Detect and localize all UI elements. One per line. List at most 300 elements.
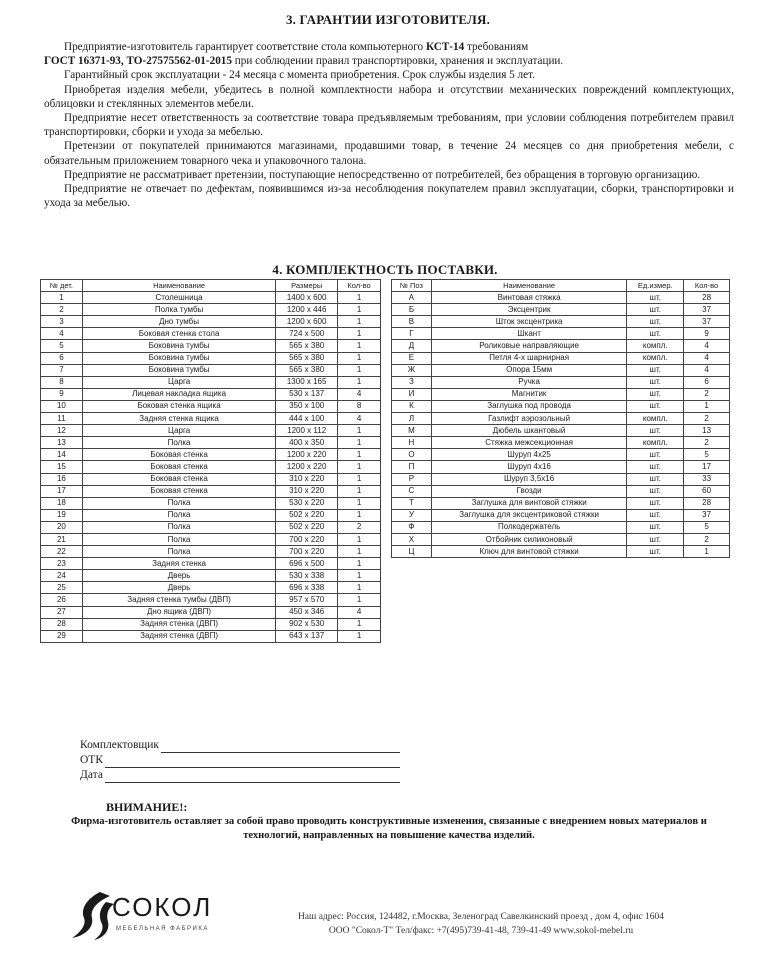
packer-line (161, 742, 400, 753)
table-cell: Дверь (82, 582, 275, 594)
table-cell: Роликовые направляющие (431, 340, 626, 352)
parts-row (41, 304, 381, 316)
table-cell: компл. (627, 413, 684, 425)
otk-row (80, 753, 400, 768)
table-cell: 1 (338, 304, 381, 316)
p1-gost: ГОСТ 16371-93, ТО-27575562-01-2015 (44, 55, 232, 68)
col-header: Ед.измер. (627, 280, 684, 292)
table-cell: Полка (82, 509, 275, 521)
parts-row (41, 461, 381, 473)
parts-row (41, 594, 381, 606)
table-cell: Магнитик (431, 388, 626, 400)
table-cell: 6 (41, 352, 83, 364)
table-cell: Шкант (431, 328, 626, 340)
date-row (80, 768, 400, 783)
table-cell: Дно ящика (ДВП) (82, 606, 275, 618)
table-cell: 4 (41, 328, 83, 340)
table-cell: 1 (338, 558, 381, 570)
table-cell: шт. (627, 546, 684, 558)
table-cell: Задняя стенка (ДВП) (82, 618, 275, 630)
parts-row (41, 497, 381, 509)
fittings-row (392, 364, 730, 376)
parts-row (41, 437, 381, 449)
table-cell: Х (392, 533, 432, 545)
table-cell: 1200 х 220 (276, 461, 338, 473)
table-cell: Б (392, 304, 432, 316)
parts-row (41, 546, 381, 558)
date-label: Дата (80, 769, 103, 781)
table-cell: 8 (338, 400, 381, 412)
fittings-row (392, 304, 730, 316)
table-cell: 1 (338, 582, 381, 594)
table-cell: Столешница (82, 292, 275, 304)
attention-text: Фирма-изготовитель оставляет за собой право проводить конструктивные изменения, связанные с внедрением новых материалов и технологий, направленных на повышение качества изделий. (71, 816, 707, 841)
table-cell: Боковая стенка ящика (82, 400, 275, 412)
table-cell: 2 (684, 437, 730, 449)
parts-row (41, 509, 381, 521)
table-cell: 5 (684, 449, 730, 461)
table-cell: 1200 х 600 (276, 316, 338, 328)
fittings-row (392, 425, 730, 437)
table-cell: Заглушка для винтовой стяжки (431, 497, 626, 509)
parts-row (41, 570, 381, 582)
col-header: Размеры (276, 280, 338, 292)
table-cell: шт. (627, 533, 684, 545)
table-cell: Отбойник силиконовый (431, 533, 626, 545)
table-cell: 1 (41, 292, 83, 304)
fittings-row (392, 449, 730, 461)
table-cell: 1 (338, 473, 381, 485)
table-cell: 565 х 380 (276, 352, 338, 364)
parts-row (41, 328, 381, 340)
table-cell: 1 (338, 364, 381, 376)
otk-line (105, 757, 400, 768)
parts-row (41, 618, 381, 630)
table-cell: Полка (82, 546, 275, 558)
parts-row (41, 533, 381, 545)
table-cell: 1200 х 220 (276, 449, 338, 461)
table-cell: 17 (41, 485, 83, 497)
table-cell: Задняя стенка ящика (82, 413, 275, 425)
table-cell: Полкодержатель (431, 521, 626, 533)
fittings-row (392, 376, 730, 388)
table-cell: 1 (338, 292, 381, 304)
table-cell: Дверь (82, 570, 275, 582)
p1-model: КСТ-14 (425, 41, 465, 53)
table-cell: 643 х 137 (276, 630, 338, 642)
table-cell: Д (392, 340, 432, 352)
table-cell: 28 (41, 618, 83, 630)
table-cell: 23 (41, 558, 83, 570)
col-header: № Поз (392, 280, 432, 292)
table-cell: 4 (684, 340, 730, 352)
table-cell: 37 (684, 304, 730, 316)
table-cell: 60 (684, 485, 730, 497)
table-cell: 5 (684, 521, 730, 533)
col-header: № дет. (41, 280, 83, 292)
table-cell: Царга (82, 376, 275, 388)
table-cell: Боковая стенка стола (82, 328, 275, 340)
parts-row (41, 485, 381, 497)
table-cell: 2 (684, 533, 730, 545)
table-cell: О (392, 449, 432, 461)
warranty-paragraph-6: Предприятие не рассматривает претензии, поступающие непосредственно от потребителей, без обращения в торговую организацию. (64, 168, 701, 181)
packer-label: Комплектовщик (80, 739, 159, 751)
table-cell: 502 х 220 (276, 509, 338, 521)
table-cell: К (392, 400, 432, 412)
table-cell: шт. (627, 485, 684, 497)
p1-start: Предприятие-изготовитель гарантирует соответствие стола компьютерного (64, 41, 424, 53)
parts-row (41, 340, 381, 352)
table-cell: 700 х 220 (276, 533, 338, 545)
table-cell: 17 (684, 461, 730, 473)
otk-label: ОТК (80, 754, 103, 766)
table-cell: Боковая стенка (82, 473, 275, 485)
parts-row (41, 425, 381, 437)
table-cell: Г (392, 328, 432, 340)
table-cell: 21 (41, 533, 83, 545)
table-cell: Ж (392, 364, 432, 376)
table-cell: 957 х 570 (276, 594, 338, 606)
table-cell: компл. (627, 340, 684, 352)
table-cell: Полка тумбы (82, 304, 275, 316)
table-cell: А (392, 292, 432, 304)
table-cell: шт. (627, 304, 684, 316)
fittings-row (392, 521, 730, 533)
table-cell: 310 х 220 (276, 485, 338, 497)
table-cell: Боковина тумбы (82, 340, 275, 352)
parts-table (40, 279, 381, 643)
table-cell: 1 (338, 461, 381, 473)
table-cell: Полка (82, 437, 275, 449)
table-cell: Опора 15мм (431, 364, 626, 376)
fittings-row (392, 388, 730, 400)
table-cell: Полка (82, 533, 275, 545)
col-header: Наименование (431, 280, 626, 292)
table-cell: 37 (684, 509, 730, 521)
fittings-row (392, 546, 730, 558)
parts-row (41, 388, 381, 400)
warranty-paragraph-1 (44, 40, 734, 68)
table-cell: Заглушка под провода (431, 400, 626, 412)
address-line: Наш адрес: Россия, 124482, г.Москва, Зеленоград Савелкинский проезд , дом 4, офис 1604 (297, 912, 665, 922)
table-cell: У (392, 509, 432, 521)
signature-block (80, 738, 400, 783)
table-cell: 502 х 220 (276, 521, 338, 533)
table-cell: 7 (41, 364, 83, 376)
table-cell: 696 х 338 (276, 582, 338, 594)
col-header: Кол-во (338, 280, 381, 292)
table-cell: 5 (41, 340, 83, 352)
table-cell: Ключ для винтовой стяжки (431, 546, 626, 558)
table-cell: 15 (41, 461, 83, 473)
table-cell: шт. (627, 376, 684, 388)
fittings-row (392, 316, 730, 328)
section-4-title: 4. КОМПЛЕКТНОСТЬ ПОСТАВКИ. (272, 262, 498, 277)
table-cell: 1 (338, 425, 381, 437)
fittings-row (392, 533, 730, 545)
table-cell: 4 (338, 606, 381, 618)
table-cell: 16 (41, 473, 83, 485)
table-cell: П (392, 461, 432, 473)
table-cell: Т (392, 497, 432, 509)
date-line (105, 772, 400, 783)
fittings-table-header (392, 280, 730, 292)
table-cell: Н (392, 437, 432, 449)
table-cell: 13 (684, 425, 730, 437)
table-cell: 8 (41, 376, 83, 388)
table-cell: 4 (684, 352, 730, 364)
p1-end: при соблюдении правил транспортировки, хранения и эксплуатации. (234, 55, 564, 68)
table-cell: 1 (338, 485, 381, 497)
table-cell: Шуруп 4х25 (431, 449, 626, 461)
table-cell: Эксцентрик (431, 304, 626, 316)
table-cell: шт. (627, 400, 684, 412)
table-cell: 1 (338, 316, 381, 328)
fittings-row (392, 509, 730, 521)
table-cell: 1 (338, 630, 381, 642)
table-cell: Боковая стенка (82, 449, 275, 461)
parts-row (41, 606, 381, 618)
table-cell: Винтовая стяжка (431, 292, 626, 304)
table-cell: И (392, 388, 432, 400)
table-cell: Боковая стенка (82, 485, 275, 497)
table-cell: Р (392, 473, 432, 485)
table-cell: 1 (338, 618, 381, 630)
table-cell: шт. (627, 521, 684, 533)
attention-title: ВНИМАНИЕ!: (106, 800, 188, 814)
table-cell: Шуруп 4х16 (431, 461, 626, 473)
table-cell: 350 х 100 (276, 400, 338, 412)
table-cell: М (392, 425, 432, 437)
table-cell: С (392, 485, 432, 497)
table-cell: Дно тумбы (82, 316, 275, 328)
table-cell: шт. (627, 328, 684, 340)
table-cell: шт. (627, 292, 684, 304)
table-cell: 6 (684, 376, 730, 388)
table-cell: 4 (338, 413, 381, 425)
table-cell: 2 (684, 388, 730, 400)
section-3-title: 3. ГАРАНТИИ ИЗГОТОВИТЕЛЯ. (285, 12, 491, 27)
packer-row (80, 738, 400, 753)
table-cell: Заглушка для эксцентриковой стяжки (431, 509, 626, 521)
table-cell: Царга (82, 425, 275, 437)
table-cell: 444 х 100 (276, 413, 338, 425)
table-cell: Боковина тумбы (82, 364, 275, 376)
table-cell: 2 (41, 304, 83, 316)
table-cell: 4 (338, 388, 381, 400)
table-cell: 700 х 220 (276, 546, 338, 558)
table-cell: Дюбель шкантовый (431, 425, 626, 437)
table-cell: 1 (338, 328, 381, 340)
table-cell: Газлифт аэрозольный (431, 413, 626, 425)
table-cell: Е (392, 352, 432, 364)
table-cell: шт. (627, 316, 684, 328)
table-cell: 13 (41, 437, 83, 449)
table-cell: шт. (627, 509, 684, 521)
parts-row (41, 400, 381, 412)
contacts-line: ООО "Сокол-Т" Тел/факс: +7(495)739-41-48, 739-41-49 www.sokol-mebel.ru (328, 926, 634, 936)
fittings-row (392, 413, 730, 425)
table-cell: 1200 х 112 (276, 425, 338, 437)
table-cell: 9 (41, 388, 83, 400)
logo-subtitle: МЕБЕЛЬНАЯ ФАБРИКА (116, 926, 209, 932)
table-cell: Полка (82, 497, 275, 509)
col-header: Наименование (82, 280, 275, 292)
table-cell: 1 (338, 533, 381, 545)
table-cell: 1 (338, 376, 381, 388)
warranty-paragraph-2: Гарантийный срок эксплуатации - 24 месяца с момента приобретения. Срок службы изделия 5 лет. (64, 69, 535, 82)
table-cell: Ф (392, 521, 432, 533)
parts-row (41, 413, 381, 425)
table-cell: 1 (338, 352, 381, 364)
table-cell: 1200 х 446 (276, 304, 338, 316)
table-cell: шт. (627, 473, 684, 485)
table-cell: Лицевая накладка ящика (82, 388, 275, 400)
table-cell: шт. (627, 461, 684, 473)
table-cell: 28 (684, 497, 730, 509)
table-cell: 902 х 530 (276, 618, 338, 630)
table-cell: Задняя стенка (ДВП) (82, 630, 275, 642)
table-cell: 25 (41, 582, 83, 594)
table-cell: 1 (338, 594, 381, 606)
table-cell: 3 (41, 316, 83, 328)
table-cell: 400 х 350 (276, 437, 338, 449)
table-cell: 12 (41, 425, 83, 437)
table-cell: 4 (684, 364, 730, 376)
table-cell: З (392, 376, 432, 388)
table-cell: Ц (392, 546, 432, 558)
table-cell: 14 (41, 449, 83, 461)
warranty-paragraph-5: Претензии от покупателей принимаются магазинами, продавшими товар, в течение 24 месяцев со дня приобретения мебели, с обязательным приложением товарного чека и упаковочного талона. (44, 140, 734, 167)
warranty-paragraph-4: Предприятие несет ответственность за соответствие товара предъявляемым требованиям, при условии соблюдения потребителем правил транспортировки, сборки и ухода за мебелью. (44, 112, 734, 139)
table-cell: 530 х 220 (276, 497, 338, 509)
table-cell: 37 (684, 316, 730, 328)
fittings-row (392, 461, 730, 473)
fittings-row (392, 473, 730, 485)
fittings-row (392, 497, 730, 509)
table-cell: 1 (338, 546, 381, 558)
table-cell: 33 (684, 473, 730, 485)
parts-row (41, 521, 381, 533)
table-cell: 19 (41, 509, 83, 521)
table-cell: Задняя стенка (82, 558, 275, 570)
table-cell: 27 (41, 606, 83, 618)
parts-row (41, 364, 381, 376)
table-cell: 11 (41, 413, 83, 425)
table-cell: 28 (684, 292, 730, 304)
table-cell: 18 (41, 497, 83, 509)
parts-row (41, 582, 381, 594)
parts-table-header (41, 280, 381, 292)
table-cell: Полка (82, 521, 275, 533)
parts-row (41, 449, 381, 461)
table-cell: Боковина тумбы (82, 352, 275, 364)
fittings-row (392, 400, 730, 412)
table-cell: 2 (338, 521, 381, 533)
company-address (246, 910, 716, 938)
table-cell: Задняя стенка тумбы (ДВП) (82, 594, 275, 606)
table-cell: 530 х 137 (276, 388, 338, 400)
table-cell: 1 (684, 546, 730, 558)
table-cell: 450 х 346 (276, 606, 338, 618)
table-cell: 310 х 220 (276, 473, 338, 485)
fittings-row (392, 485, 730, 497)
fittings-row (392, 437, 730, 449)
table-cell: 20 (41, 521, 83, 533)
parts-row (41, 376, 381, 388)
table-cell: Стяжка межсекционная (431, 437, 626, 449)
table-cell: 1300 х 165 (276, 376, 338, 388)
table-cell: шт. (627, 364, 684, 376)
parts-row (41, 292, 381, 304)
table-cell: 22 (41, 546, 83, 558)
col-header: Кол-во (684, 280, 730, 292)
fittings-row (392, 340, 730, 352)
table-cell: 565 х 380 (276, 340, 338, 352)
table-cell: Ручка (431, 376, 626, 388)
logo-text: СОКОЛ (112, 892, 213, 922)
table-cell: Гвозди (431, 485, 626, 497)
table-cell: шт. (627, 388, 684, 400)
table-cell: шт. (627, 497, 684, 509)
table-cell: 1 (338, 437, 381, 449)
fittings-row (392, 328, 730, 340)
table-cell: 696 х 500 (276, 558, 338, 570)
fittings-table (391, 279, 730, 558)
table-cell: компл. (627, 437, 684, 449)
table-cell: 1400 х 600 (276, 292, 338, 304)
table-cell: 530 х 338 (276, 570, 338, 582)
company-logo (70, 888, 240, 944)
table-cell: 10 (41, 400, 83, 412)
table-cell: 1 (338, 449, 381, 461)
table-cell: 724 х 500 (276, 328, 338, 340)
table-cell: Боковая стенка (82, 461, 275, 473)
table-cell: 565 х 380 (276, 364, 338, 376)
table-cell: 1 (338, 570, 381, 582)
table-cell: 24 (41, 570, 83, 582)
warranty-text (44, 40, 734, 210)
warranty-paragraph-3: Приобретая изделия мебели, убедитесь в полной комплектности набора и отсутствии механических повреждений комплектующих, облицовки и стеклянных элементов мебели. (44, 83, 734, 110)
table-cell: 2 (684, 413, 730, 425)
table-cell: шт. (627, 425, 684, 437)
table-cell: 1 (338, 509, 381, 521)
table-cell: 1 (684, 400, 730, 412)
table-cell: В (392, 316, 432, 328)
parts-row (41, 316, 381, 328)
table-cell: 1 (338, 340, 381, 352)
parts-row (41, 352, 381, 364)
parts-row (41, 558, 381, 570)
table-cell: компл. (627, 352, 684, 364)
parts-row (41, 630, 381, 642)
p1-mid: требованиям (467, 41, 529, 53)
fittings-row (392, 292, 730, 304)
table-cell: Шток эксцентрика (431, 316, 626, 328)
table-cell: 29 (41, 630, 83, 642)
table-cell: шт. (627, 449, 684, 461)
table-cell: 26 (41, 594, 83, 606)
table-cell: 9 (684, 328, 730, 340)
fittings-row (392, 352, 730, 364)
table-cell: Шуруп 3,5х16 (431, 473, 626, 485)
table-cell: Л (392, 413, 432, 425)
warranty-paragraph-7: Предприятие не отвечает по дефектам, появившимся из-за несоблюдения покупателем правил эксплуатации, сборки, транспортировки и ухода за мебелью. (44, 183, 734, 210)
parts-row (41, 473, 381, 485)
table-cell: Петля 4-х шарнирная (431, 352, 626, 364)
table-cell: 1 (338, 497, 381, 509)
